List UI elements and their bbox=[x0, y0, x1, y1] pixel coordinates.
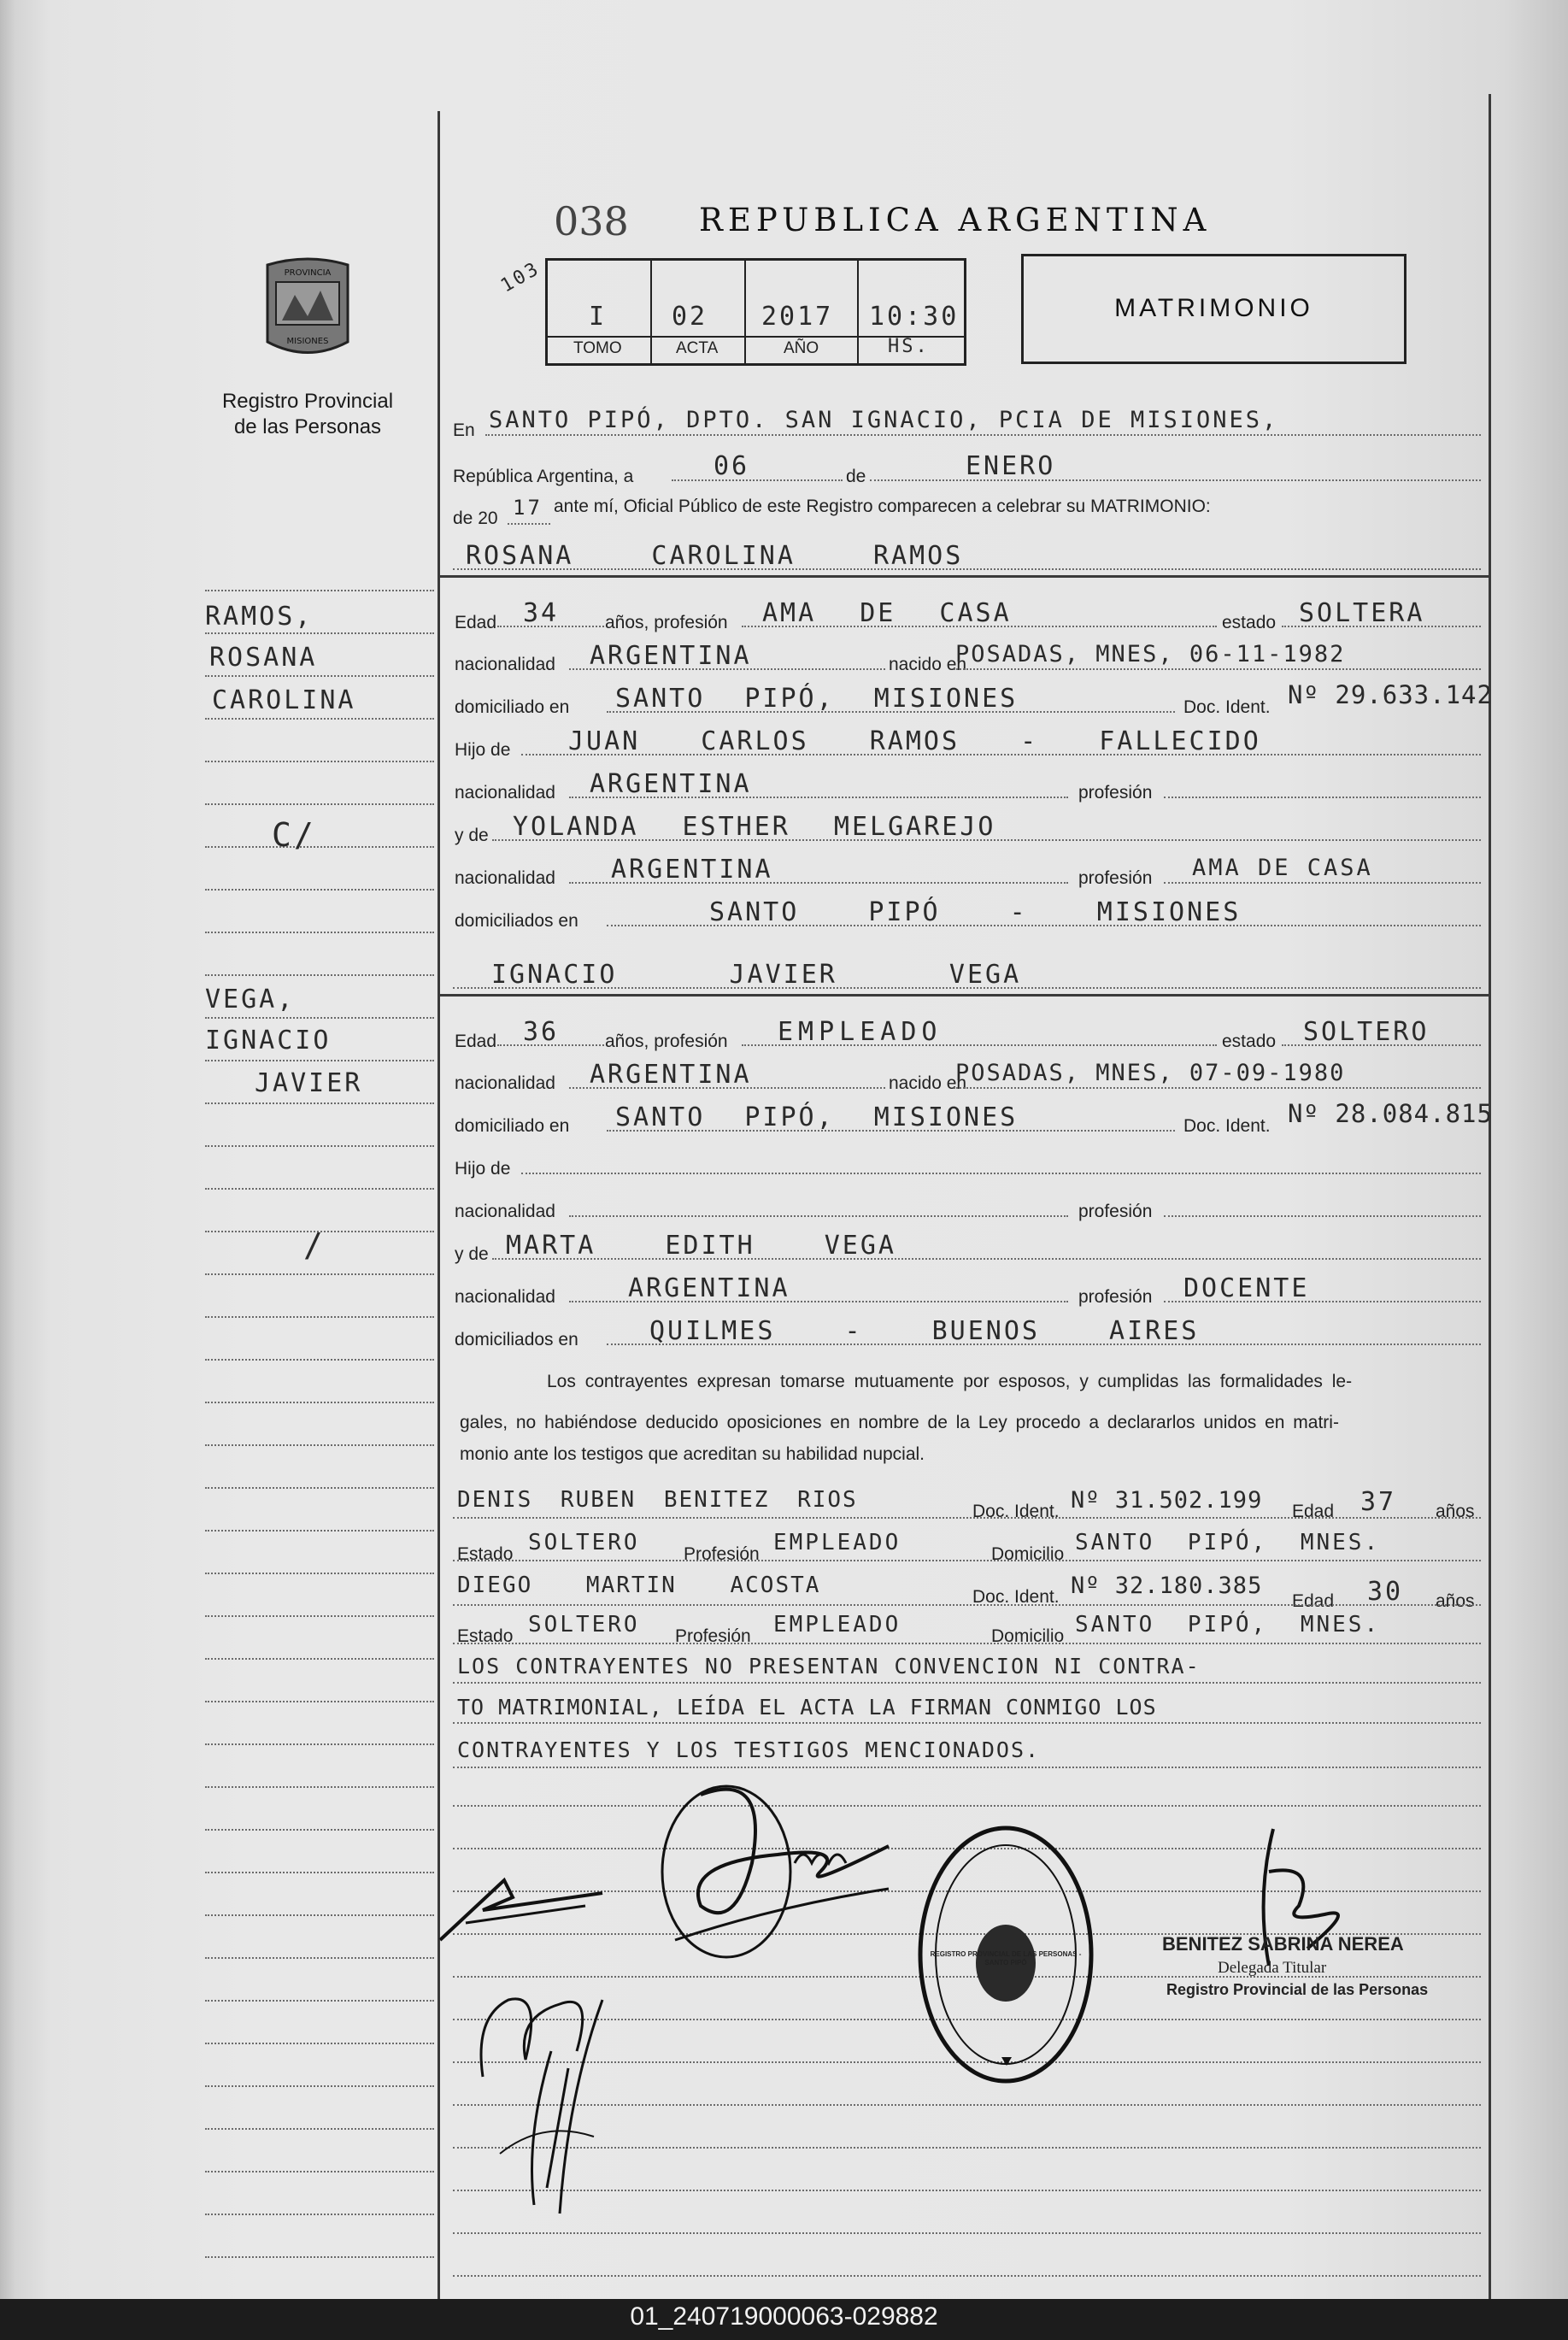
margin-groom-middle-name: JAVIER bbox=[255, 1068, 363, 1098]
witness-1-estado-label: Estado bbox=[457, 1544, 514, 1564]
bride-domicile: SANTO PIPÓ, MISIONES bbox=[615, 684, 1019, 714]
groom-yde-label: y de bbox=[455, 1244, 489, 1264]
witness-1-doc: Nº 31.502.199 bbox=[1071, 1487, 1263, 1514]
bride-doc: Nº 29.633.142 bbox=[1288, 680, 1493, 709]
year-prefix: de 20 bbox=[453, 509, 498, 528]
bride-domiciliado-label: domiciliado en bbox=[455, 697, 570, 717]
bride-father: JUAN CARLOS RAMOS - FALLECIDO bbox=[568, 726, 1261, 756]
bride-parents-domicile: SANTO PIPÓ - MISIONES bbox=[709, 897, 1242, 927]
witness-2-domicile: SANTO PIPÓ, MNES. bbox=[1075, 1612, 1381, 1637]
witness-1-age: 37 bbox=[1360, 1487, 1397, 1517]
groom-birth: POSADAS, MNES, 07-09-1980 bbox=[955, 1060, 1346, 1086]
bride-hijo-label: Hijo de bbox=[455, 740, 511, 760]
official-seal bbox=[916, 1822, 1095, 2096]
groom-mother-prof-label: profesión bbox=[1078, 1287, 1153, 1307]
groom-father-prof-label: profesión bbox=[1078, 1202, 1153, 1221]
groom-anos-profesion-label: años, profesión bbox=[605, 1032, 728, 1051]
officer-stamp-registry: Registro Provincial de las Personas bbox=[1166, 1981, 1429, 1998]
witness-2-doc-label: Doc. Ident. bbox=[972, 1587, 1060, 1607]
bride-edad-label: Edad bbox=[455, 613, 497, 632]
hs-value: 10:30 bbox=[869, 302, 960, 332]
margin-bride-middle-name: CAROLINA bbox=[212, 685, 356, 715]
folio-number: 038 bbox=[554, 198, 629, 244]
witness-2-profession: EMPLEADO bbox=[773, 1612, 901, 1637]
signature-left-bottom bbox=[466, 1966, 628, 2222]
year-suffix: 17 bbox=[513, 496, 543, 520]
groom-mother-profession: DOCENTE bbox=[1183, 1273, 1310, 1303]
bride-father-prof-label: profesión bbox=[1078, 783, 1153, 803]
place-value: SANTO PIPÓ, DPTO. SAN IGNACIO, PCIA DE MISIONES, bbox=[489, 407, 1279, 433]
declaration-line-2: gales, no habiéndose deducido oposiciones en nombre de la Ley procedo a declararlos unidos en matri- bbox=[460, 1413, 1339, 1432]
declaration-line-1: Los contrayentes expresan tomarse mutuamente por esposos, y cumplidas las formalidades le- bbox=[547, 1372, 1353, 1391]
record-box bbox=[545, 258, 966, 366]
bride-estado-label: estado bbox=[1222, 613, 1277, 632]
signature-left-top bbox=[432, 1820, 620, 1957]
en-label: En bbox=[453, 420, 475, 440]
bride-mother-nac-label: nacionalidad bbox=[455, 868, 555, 888]
note-line-3: CONTRAYENTES Y LOS TESTIGOS MENCIONADOS. bbox=[457, 1737, 1041, 1762]
ante-text: ante mí, Oficial Público de este Registro comparecen a celebrar su MATRIMONIO: bbox=[554, 497, 1211, 516]
witness-1-doc-label: Doc. Ident. bbox=[972, 1502, 1060, 1521]
groom-mother-nac-label: nacionalidad bbox=[455, 1287, 555, 1307]
country-title: REPUBLICA ARGENTINA bbox=[699, 202, 1212, 238]
bride-birth: POSADAS, MNES, 06-11-1982 bbox=[955, 641, 1346, 667]
bride-age: 34 bbox=[523, 598, 560, 628]
groom-mother: MARTA EDITH VEGA bbox=[506, 1231, 896, 1261]
witness-2-status: SOLTERO bbox=[528, 1612, 640, 1637]
margin-groom-first-name: IGNACIO bbox=[205, 1026, 332, 1055]
bride-domiciliados-label: domiciliados en bbox=[455, 911, 578, 931]
groom-edad-label: Edad bbox=[455, 1032, 497, 1051]
declaration-line-3: monio ante los testigos que acreditan su habilidad nupcial. bbox=[460, 1444, 925, 1464]
note-line-2: TO MATRIMONIAL, LEÍDA EL ACTA LA FIRMAN CONMIGO LOS bbox=[457, 1695, 1157, 1720]
witness-1-edad-label: Edad bbox=[1292, 1502, 1335, 1521]
bride-father-nationality: ARGENTINA bbox=[590, 769, 752, 799]
margin-bride-first-name: ROSANA bbox=[209, 643, 318, 673]
margin-check-mark: / bbox=[303, 1226, 326, 1264]
bride-profession: AMA DE CASA bbox=[762, 598, 1012, 628]
bride-nacionalidad-label: nacionalidad bbox=[455, 655, 555, 674]
witness-1-domicilio-label: Domicilio bbox=[991, 1544, 1065, 1564]
day-value: 06 bbox=[714, 451, 750, 481]
ano-label: AÑO bbox=[784, 339, 819, 357]
bride-civil-status: SOLTERA bbox=[1299, 598, 1425, 628]
officer-stamp-role: Delegada Titular bbox=[1218, 1959, 1327, 1977]
acta-label: ACTA bbox=[676, 339, 719, 357]
act-type-label: MATRIMONIO bbox=[1114, 294, 1313, 322]
groom-doc-label: Doc. Ident. bbox=[1183, 1116, 1271, 1136]
signature-center bbox=[649, 1761, 914, 1974]
witness-2-age: 30 bbox=[1367, 1577, 1404, 1607]
witness-1-name: DENIS RUBEN BENITEZ RIOS bbox=[457, 1487, 858, 1513]
witness-2-estado-label: Estado bbox=[457, 1626, 514, 1646]
bride-mother: YOLANDA ESTHER MELGAREJO bbox=[513, 812, 996, 842]
groom-nationality: ARGENTINA bbox=[590, 1060, 752, 1090]
groom-estado-label: estado bbox=[1222, 1032, 1277, 1051]
groom-full-name: IGNACIO JAVIER VEGA bbox=[491, 960, 1022, 990]
bride-anos-profesion-label: años, profesión bbox=[605, 613, 728, 632]
margin-bride-surname: RAMOS, bbox=[205, 602, 314, 632]
bride-nacido-label: nacido en bbox=[889, 655, 967, 674]
witness-2-edad-label: Edad bbox=[1292, 1591, 1335, 1611]
acta-value: 02 bbox=[672, 302, 708, 332]
bride-doc-label: Doc. Ident. bbox=[1183, 697, 1271, 717]
groom-profession: EMPLEADO bbox=[778, 1017, 943, 1047]
witness-2-domicilio-label: Domicilio bbox=[991, 1626, 1065, 1646]
witness-1-domicile: SANTO PIPÓ, MNES. bbox=[1075, 1530, 1381, 1555]
margin-connector: C/ bbox=[272, 816, 316, 854]
republica-label: República Argentina, a bbox=[453, 467, 634, 486]
groom-age: 36 bbox=[523, 1017, 560, 1047]
svg-text:PROVINCIA: PROVINCIA bbox=[284, 268, 332, 278]
groom-domicile: SANTO PIPÓ, MISIONES bbox=[615, 1102, 1019, 1132]
tomo-value: I bbox=[589, 302, 608, 332]
note-line-1: LOS CONTRAYENTES NO PRESENTAN CONVENCION NI CONTRA- bbox=[457, 1654, 1201, 1679]
file-id-label: 01_240719000063-029882 bbox=[630, 2302, 938, 2331]
bride-father-nac-label: nacionalidad bbox=[455, 783, 555, 803]
ano-value: 2017 bbox=[761, 302, 834, 332]
bride-mother-nationality: ARGENTINA bbox=[611, 855, 773, 885]
bride-full-name: ROSANA CAROLINA RAMOS bbox=[466, 541, 964, 571]
svg-text:MISIONES: MISIONES bbox=[286, 337, 329, 346]
witness-1-profession: EMPLEADO bbox=[773, 1530, 901, 1555]
bride-mother-prof-label: profesión bbox=[1078, 868, 1153, 888]
witness-2-profesion-label: Profesión bbox=[675, 1626, 751, 1646]
groom-father-nac-label: nacionalidad bbox=[455, 1202, 555, 1221]
witness-1-status: SOLTERO bbox=[528, 1530, 640, 1555]
hs-label: HS. bbox=[888, 336, 930, 357]
margin-divider-line bbox=[438, 111, 440, 2299]
month-value: ENERO bbox=[966, 451, 1056, 481]
officer-stamp-name: BENITEZ SABRINA NEREA bbox=[1162, 1933, 1404, 1955]
bride-nationality: ARGENTINA bbox=[590, 641, 752, 671]
witness-1-profesion-label: Profesión bbox=[684, 1544, 760, 1564]
groom-mother-nationality: ARGENTINA bbox=[628, 1273, 790, 1303]
witness-2-doc: Nº 32.180.385 bbox=[1071, 1573, 1263, 1599]
act-type-box bbox=[1021, 254, 1407, 364]
seal-text: REGISTRO PROVINCIAL DE LAS PERSONAS - SANTO PIPÓ bbox=[930, 1950, 1082, 1967]
witness-2-name: DIEGO MARTIN ACOSTA bbox=[457, 1573, 821, 1598]
right-border-line bbox=[1489, 94, 1491, 2299]
bride-yde-label: y de bbox=[455, 826, 489, 845]
witness-1-anos-label: años bbox=[1436, 1502, 1475, 1521]
margin-mark-number: 103 bbox=[497, 257, 544, 297]
de-label: de bbox=[846, 467, 866, 486]
groom-hijo-label: Hijo de bbox=[455, 1159, 511, 1179]
groom-nacido-label: nacido en bbox=[889, 1073, 967, 1093]
groom-doc: Nº 28.084.815 bbox=[1288, 1099, 1493, 1128]
groom-domiciliados-label: domiciliados en bbox=[455, 1330, 578, 1349]
tomo-label: TOMO bbox=[573, 339, 622, 357]
groom-nacionalidad-label: nacionalidad bbox=[455, 1073, 555, 1093]
registry-name: Registro Provincial de las Personas bbox=[221, 390, 394, 438]
witness-2-anos-label: años bbox=[1436, 1591, 1475, 1611]
groom-parents-domicile: QUILMES - BUENOS AIRES bbox=[649, 1316, 1200, 1346]
registry-logo bbox=[261, 256, 355, 372]
groom-civil-status: SOLTERO bbox=[1303, 1017, 1430, 1047]
bride-mother-profession: AMA DE CASA bbox=[1192, 855, 1373, 881]
groom-domiciliado-label: domiciliado en bbox=[455, 1116, 570, 1136]
margin-groom-surname: VEGA, bbox=[205, 985, 296, 1014]
